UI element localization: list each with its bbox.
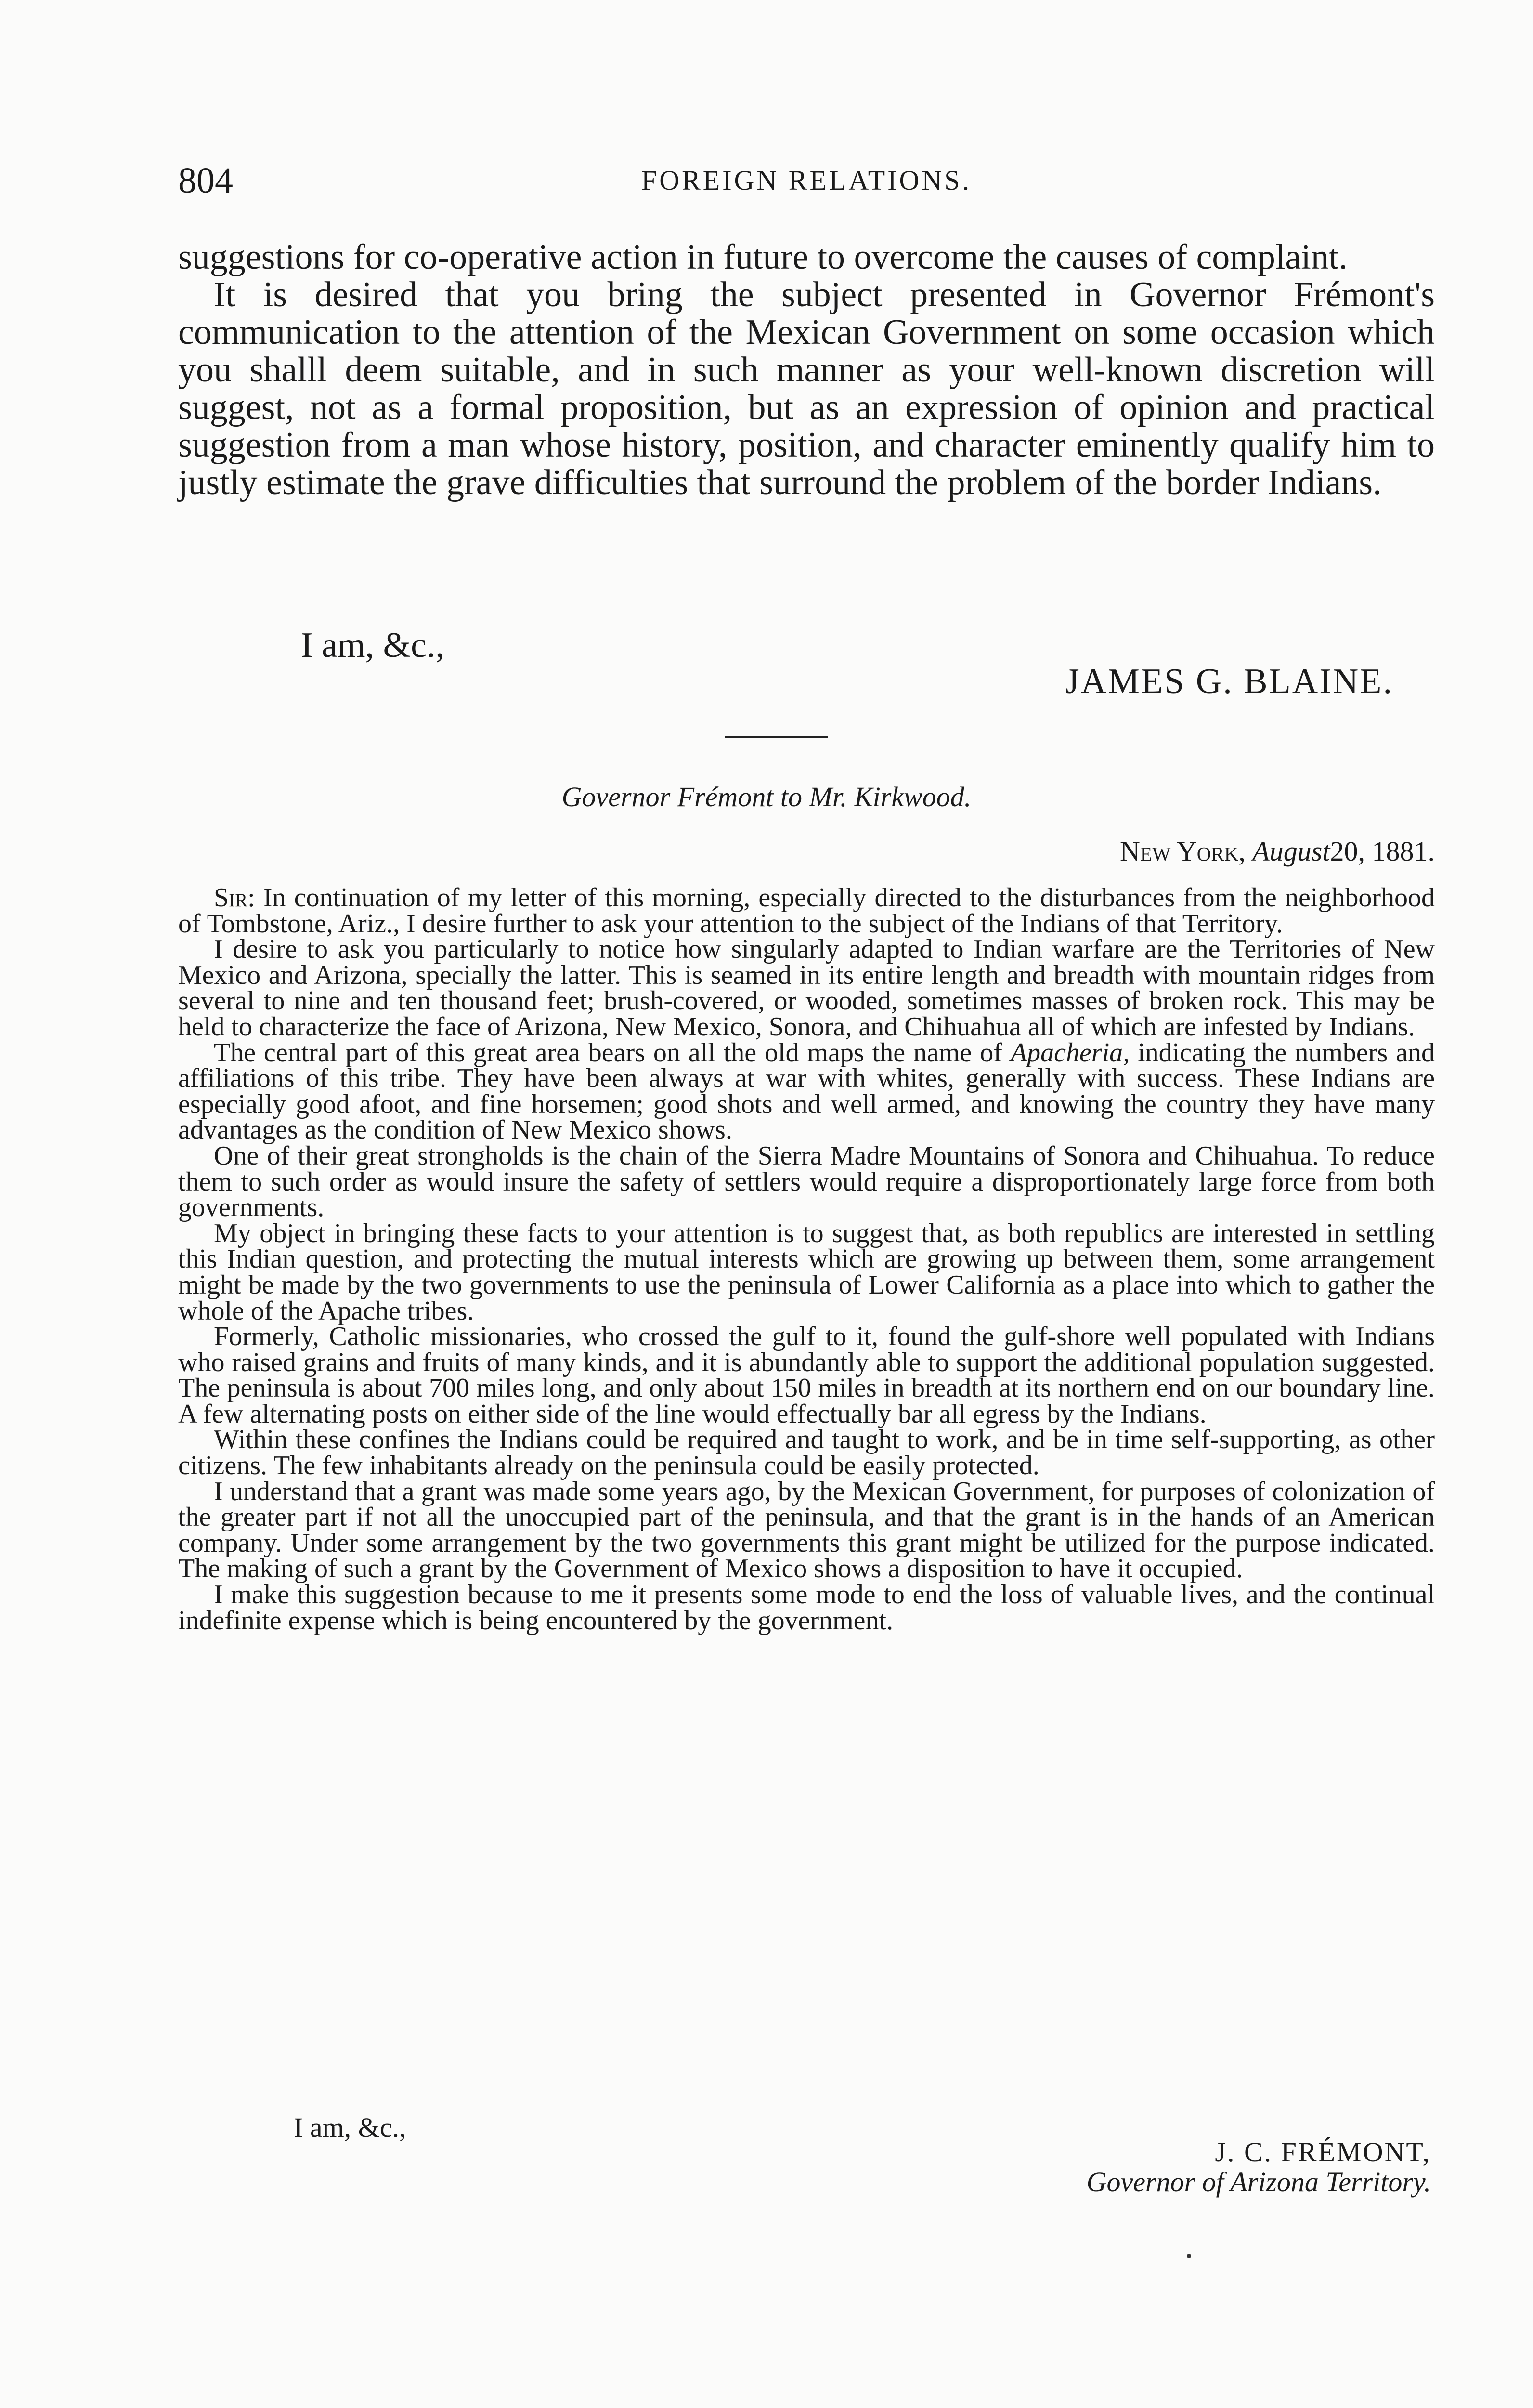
paragraph-text: In continuation of my letter of this morning, especially directed to the disturbances from the neighborhood of Tombstone, Ariz., I desire further to ask your attention to the subject of the Indians of that Territory. [178,883,1435,939]
fremont-letter-body [178,885,1435,1634]
page-header [178,159,1435,202]
paragraph: It is desired that you bring the subject presented in Governor Frémont's communication to the attention of the Mexican Government on some occasion which you shalll deem suitable, and in such manner as your well-known discretion will suggest, not as a formal proposition, but as an expression of opinion and practical suggestion from a man whose history, position, and character eminently qualify him to justly estimate the grave difficulties that surround the problem of the border Indians. [178,275,1435,502]
paragraph: Formerly, Catholic missionaries, who crossed the gulf to it, found the gulf-shore well populated with Indians who raised grains and fruits of many kinds, and it is abundantly able to support the additional population suggested. The peninsula is about 700 miles long, and only about 150 miles in breadth at its northern end on our boundary line. A few alternating posts on either side of the line would effectually bar all egress by the Indians. [178,1322,1435,1429]
blaine-signature: JAMES G. BLAINE. [1065,662,1393,701]
paragraph: I make this suggestion because to me it presents some mode to end the loss of valuable lives, and the continual indefinite expense which is being encountered by the government. [178,1580,1435,1636]
page-number: 804 [178,160,233,201]
dateline [1120,836,1435,867]
fremont-closing: I am, &c., [294,2112,406,2143]
paragraph [178,1037,1435,1145]
paragraph: suggestions for co-operative action in future to overcome the causes of complaint. [178,237,1348,277]
letter-heading: Governor Frémont to Mr. Kirkwood. [561,781,972,812]
paragraph [178,885,1435,937]
signature-title: Governor of Arizona Territory. [1086,2166,1431,2198]
paragraph: Within these confines the Indians could be required and taught to work, and be in time self-supporting, as other citizens. The few inhabitants already on the peninsula could be easily protected. [178,1425,1435,1481]
dateline-place: New York, [1119,836,1246,867]
paragraph: One of their great strongholds is the chain of the Sierra Madre Mountains of Sonora and Chihuahua. To reduce them to such order as would insure the safety of settlers would require a disproportionately large force from both governments. [178,1140,1435,1223]
section-divider [725,736,828,738]
blaine-closing: I am, &c., [301,626,444,665]
salutation: Sir: [214,883,255,913]
paragraph: I understand that a grant was made some years ago, by the Mexican Government, for purposes of colonization of the greater part if not all the unoccupied part of the peninsula, and that the grant is in the hands of an American company. Under some arrangement by the two governments this grant might be utilized for the purpose indicated. The making of such a grant by the Government of Mexico shows a disposition to have it occupied. [178,1476,1435,1584]
dateline-month: August [1252,836,1330,867]
print-speck [1187,2254,1191,2258]
paragraph: I desire to ask you particularly to notice how singularly adapted to Indian warfare are the Territories of New Mexico and Arizona, specially the latter. This is seamed in its entire length and breadth with mountain ridges from several to nine and ten thousand feet; brush-covered, or wooded, sometimes masses of broken rock. This may be held to characterize the face of Arizona, New Mexico, Sonora, and Chihuahua all of which are infested by Indians. [178,934,1435,1042]
apacheria-term: Apacheria, [1010,1037,1130,1068]
paragraph: My object in bringing these facts to your attention is to suggest that, as both republics are interested in settling this Indian question, and protecting the mutual interests which are growing up between them, some arrangement might be made by the two governments to use the peninsula of Lower California as a place into which to gather the whole of the Apache tribes. [178,1218,1435,1326]
paragraph-lead: The central part of this great area bears on all the old maps the name of [214,1037,1002,1068]
signature-name: J. C. FRÉMONT, [1215,2136,1431,2168]
dateline-date: 20, 1881. [1330,836,1435,867]
paragraph-text: indicating the numbers and affiliations of this tribe. They have been always at war with whites, generally with success. These Indians are especially good afoot, and fine horsemen; good shots and well armed, and knowing the country they have many advantages as the condition of New Mexico shows. [178,1037,1435,1145]
blaine-letter-body [178,238,1435,501]
running-head: FOREIGN RELATIONS. [641,165,972,196]
fremont-signature [1087,2137,1431,2197]
